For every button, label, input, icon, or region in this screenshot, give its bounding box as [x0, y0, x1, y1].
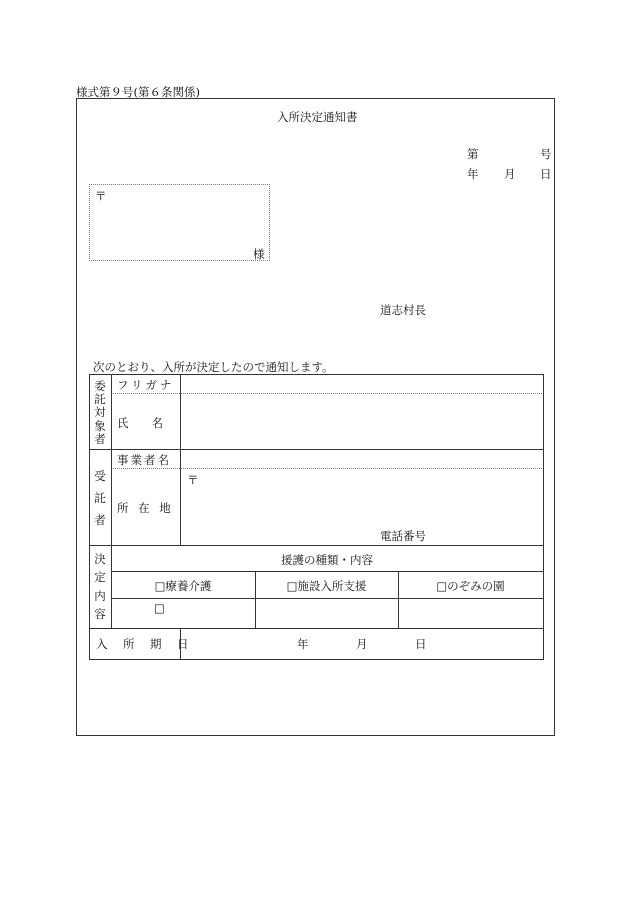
- postal-mark: 〒: [95, 189, 107, 203]
- address-box: [89, 184, 270, 261]
- target-heading: 委 託 対 象 者: [94, 379, 106, 446]
- document-title: 入所決定通知書: [277, 110, 358, 124]
- admission-date-label: 入 所 期 日: [96, 637, 191, 651]
- option-nozomi-no-sono[interactable]: □のぞみの園: [436, 579, 505, 593]
- doc-number-gou: 号: [540, 147, 552, 161]
- admission-month: 月: [356, 637, 368, 651]
- admission-year: 年: [297, 637, 309, 651]
- location-label: 所 在 地: [117, 501, 174, 515]
- doc-number-dai: 第: [467, 147, 479, 161]
- intro-text: 次のとおり、入所が決定したので通知します。: [93, 360, 334, 374]
- option-other-checkbox[interactable]: □: [154, 601, 165, 615]
- admission-day: 日: [415, 637, 427, 651]
- date-month: 月: [504, 167, 516, 181]
- date-year: 年: [467, 167, 479, 181]
- option-shisetsu-nyusho[interactable]: □施設入所支援: [286, 579, 367, 593]
- honorific-sama: 様: [253, 247, 265, 261]
- contractor-heading: 受 託 者: [94, 469, 106, 527]
- name-label: 氏 名: [117, 416, 163, 430]
- phone-label: 電話番号: [380, 529, 426, 543]
- option-ryouyou-kaigo[interactable]: □療養介護: [154, 579, 212, 593]
- business-name-label: 事業者名: [117, 453, 171, 467]
- contractor-postal-mark: 〒: [187, 473, 199, 487]
- issuer: 道志村長: [380, 303, 426, 317]
- date-day: 日: [540, 167, 552, 181]
- furigana-label: フリガナ: [117, 378, 175, 392]
- form-number: 様式第９号(第６条関係): [76, 85, 200, 99]
- decision-heading: 決 定 内 容: [94, 552, 106, 622]
- type-header: 援護の種類・内容: [281, 553, 373, 567]
